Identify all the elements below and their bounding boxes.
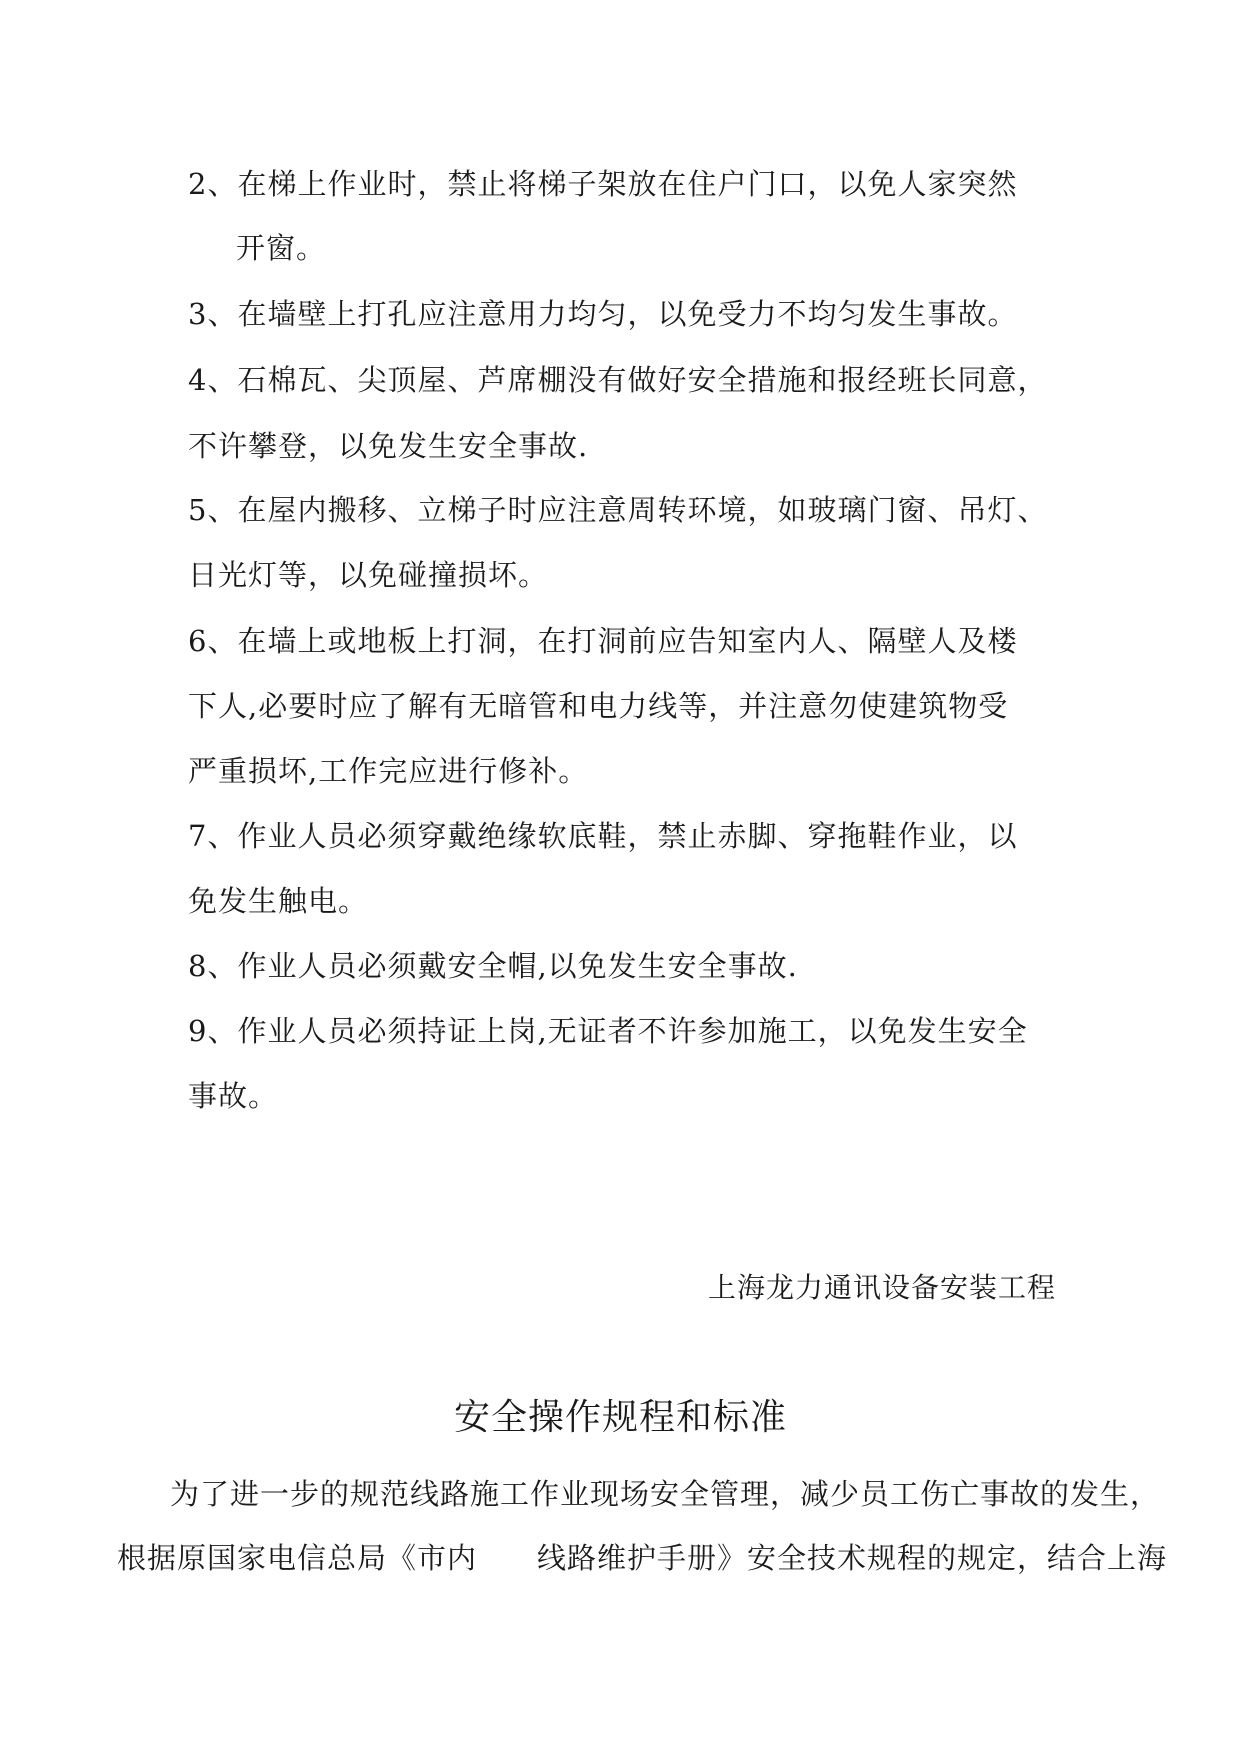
rule-item-6-line-1: 6、在墙上或地板上打洞，在打洞前应告知室内人、隔壁人及楼 <box>188 624 1018 658</box>
rule-item-2-line-1: 2、在梯上作业时，禁止将梯子架放在住户门口，以免人家突然 <box>188 167 1018 201</box>
rule-item-5-line-2: 日光灯等，以免碰撞损坏。 <box>188 558 549 592</box>
rule-item-3-line-1: 3、在墙壁上打孔应注意用力均匀，以免受力不均匀发生事故。 <box>188 297 1018 331</box>
rule-item-7-line-1: 7、作业人员必须穿戴绝缘软底鞋，禁止赤脚、穿拖鞋作业，以 <box>188 819 1018 853</box>
section-title: 安全操作规程和标准 <box>453 1397 787 1438</box>
rule-item-2-line-2: 开窗。 <box>236 231 327 265</box>
intro-paragraph-line-1: 为了进一步的规范线路施工作业现场安全管理，减少员工伤亡事故的发生， <box>170 1477 1161 1511</box>
intro-paragraph-line-2 <box>117 1540 1167 1576</box>
rule-item-7-line-2: 免发生触电。 <box>188 884 369 918</box>
company-signature: 上海龙力通讯设备安装工程 <box>707 1271 1056 1304</box>
rule-item-4-line-2: 不许攀登，以免发生安全事故. <box>188 429 589 463</box>
intro-paragraph-line-2-part-1: 根据原国家电信总局《市内 <box>117 1541 478 1575</box>
intro-paragraph-line-2-part-2: 线路维护手册》安全技术规程的规定，结合上海 <box>537 1541 1168 1575</box>
rule-item-6-line-3: 严重损坏,工作完应进行修补。 <box>188 754 589 788</box>
rule-item-9-line-1: 9、作业人员必须持证上岗,无证者不许参加施工，以免发生安全 <box>188 1014 1028 1048</box>
rule-item-6-line-2: 下人,必要时应了解有无暗管和电力线等，并注意勿使建筑物受 <box>188 689 1009 723</box>
rule-item-5-line-1: 5、在屋内搬移、立梯子时应注意周转环境，如玻璃门窗、吊灯、 <box>188 493 1048 527</box>
rule-item-9-line-2: 事故。 <box>188 1079 279 1113</box>
rule-item-8-line-1: 8、作业人员必须戴安全帽,以免发生安全事故. <box>188 949 798 983</box>
rule-item-4-line-1: 4、石棉瓦、尖顶屋、芦席棚没有做好安全措施和报经班长同意， <box>188 363 1048 397</box>
